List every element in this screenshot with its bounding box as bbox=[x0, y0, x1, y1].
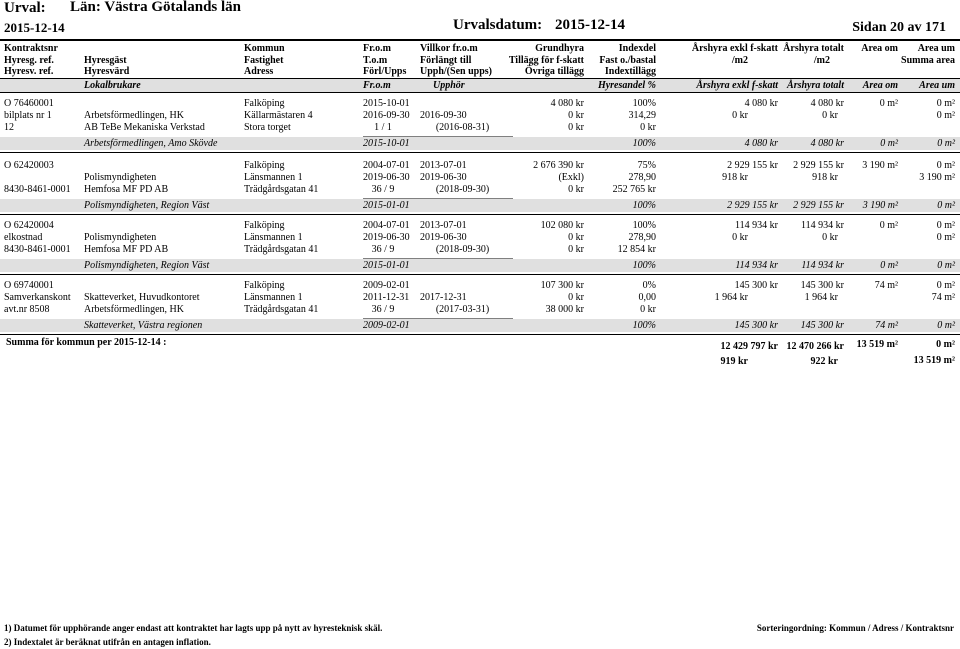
cell-m2-totalt: 0 kr bbox=[822, 232, 838, 243]
cell-kontraktsnr: O 62420003 bbox=[4, 160, 54, 171]
cell-hyresandel: 100% bbox=[632, 320, 656, 331]
header-arshyra-totalt: Årshyra totalt bbox=[783, 43, 844, 54]
urval-value: Län: Västra Götalands län bbox=[70, 0, 242, 15]
footer-sort-order: Sorteringordning: Kommun / Adress / Kontraktsnr bbox=[756, 623, 954, 633]
contract-rule bbox=[0, 334, 960, 335]
cell-arshyra-exkl: 2 929 155 kr bbox=[727, 160, 778, 171]
header-indexdel: Indexdel bbox=[618, 43, 656, 54]
cell-adress: Trädgårdsgatan 41 bbox=[244, 304, 319, 315]
cell-forlangt-till: 2017-12-31 bbox=[420, 292, 467, 303]
cell-hyresgast: Arbetsförmedlingen, HK bbox=[84, 110, 184, 121]
cell-summa-area: 0 m² bbox=[936, 110, 955, 121]
header-fastighet: Fastighet bbox=[244, 55, 284, 66]
header-summa-area: Summa area bbox=[901, 55, 955, 66]
cell-lokalbrukare: Polismyndigheten, Region Väst bbox=[84, 260, 210, 271]
header-kommun: Kommun bbox=[244, 43, 285, 54]
cell-arshyra-exkl: 4 080 kr bbox=[744, 98, 778, 109]
header-indextillagg: Indextillägg bbox=[604, 66, 656, 77]
cell-tom: 2011-12-31 bbox=[363, 292, 410, 303]
cell-tillagg-fskatt: 0 kr bbox=[568, 110, 584, 121]
cell-tom: 2016-09-30 bbox=[363, 110, 410, 121]
cell-indexdel: 75% bbox=[637, 160, 656, 171]
cell-lb-from: 2015-01-01 bbox=[363, 260, 410, 271]
cell-m2-exkl: 1 964 kr bbox=[714, 292, 748, 303]
cell-lb-from: 2015-10-01 bbox=[363, 138, 410, 149]
cell-adress: Stora torget bbox=[244, 122, 291, 133]
summary-per-m2-totalt: 922 kr bbox=[810, 356, 838, 367]
cell-lb-area-om: 0 m² bbox=[880, 260, 898, 271]
cell-area-um: 0 m² bbox=[936, 160, 955, 171]
cell-adress: Trädgårdsgatan 41 bbox=[244, 184, 319, 195]
cell-kommun: Falköping bbox=[244, 280, 285, 291]
cell-summa-area: 74 m² bbox=[931, 292, 955, 303]
header-tillagg-fskatt: Tillägg för f-skatt bbox=[508, 55, 584, 66]
header-lb-area-um: Area um bbox=[919, 80, 955, 91]
header-area-om: Area om bbox=[861, 43, 898, 54]
summary-summa-area: 13 519 m² bbox=[913, 355, 955, 366]
cell-lb-arshyra-exkl: 2 929 155 kr bbox=[727, 200, 778, 211]
cell-indexdel: 100% bbox=[632, 98, 656, 109]
header-tom: T.o.m bbox=[363, 55, 388, 66]
cell-lokalbrukare: Arbetsförmedlingen, Amo Skövde bbox=[84, 138, 218, 149]
header-lb-arshyra-totalt: Årshyra totalt bbox=[787, 80, 844, 91]
cell-hyresg-ref: bilplats nr 1 bbox=[4, 110, 52, 121]
cell-summa-area: 3 190 m² bbox=[919, 172, 955, 183]
header-ovriga-tillagg: Övriga tillägg bbox=[524, 66, 584, 77]
cell-indexdel: 0% bbox=[642, 280, 656, 291]
cell-arshyra-totalt: 114 934 kr bbox=[801, 220, 844, 231]
cell-indextillagg: 12 854 kr bbox=[617, 244, 656, 255]
cell-from: 2009-02-01 bbox=[363, 280, 410, 291]
report-date: 2015-12-14 bbox=[4, 20, 65, 35]
cell-arshyra-totalt: 2 929 155 kr bbox=[793, 160, 844, 171]
cell-lokalbrukare: Skatteverket, Västra regionen bbox=[84, 320, 203, 331]
contract-rule bbox=[0, 274, 960, 275]
header-m2-exkl: /m2 bbox=[731, 55, 748, 66]
cell-lb-arshyra-totalt: 145 300 kr bbox=[800, 320, 844, 331]
cell-area-um: 0 m² bbox=[936, 220, 955, 231]
cell-m2-exkl: 0 kr bbox=[732, 110, 748, 121]
cell-m2-exkl: 0 kr bbox=[732, 232, 748, 243]
cell-lb-area-om: 0 m² bbox=[880, 138, 898, 149]
contract-rule bbox=[0, 214, 960, 215]
cell-forlangt-till: 2019-06-30 bbox=[420, 232, 467, 243]
cell-indexdel: 100% bbox=[632, 220, 656, 231]
header-m2-totalt: /m2 bbox=[813, 55, 830, 66]
cell-kontraktsnr: O 69740001 bbox=[4, 280, 54, 291]
cell-from: 2004-07-01 bbox=[363, 160, 410, 171]
cell-hyresgast: Polismyndigheten bbox=[84, 172, 157, 183]
cell-hyresg-ref: Samverkanskont bbox=[4, 292, 71, 303]
cell-from: 2004-07-01 bbox=[363, 220, 410, 231]
cell-lb-area-um: 0 m² bbox=[937, 260, 955, 271]
cell-hyresandel: 100% bbox=[632, 138, 656, 149]
header-lb-area-om: Area om bbox=[862, 80, 898, 91]
cell-fastighet: Källarmästaren 4 bbox=[244, 110, 313, 121]
cell-tom: 2019-06-30 bbox=[363, 232, 410, 243]
header-lb-arshyra-exkl: Årshyra exkl f-skatt bbox=[696, 80, 778, 91]
cell-hyresv-ref: 8430-8461-0001 bbox=[4, 184, 71, 195]
urvalsdatum-label: Urvalsdatum: bbox=[453, 17, 543, 33]
cell-arshyra-exkl: 145 300 kr bbox=[734, 280, 778, 291]
cell-fastighet: Länsmannen 1 bbox=[244, 172, 303, 183]
header-upph: Upph/(Sen upps) bbox=[420, 66, 492, 77]
header-arshyra-exkl: Årshyra exkl f-skatt bbox=[691, 43, 778, 54]
date-separator bbox=[363, 136, 513, 137]
top-rule bbox=[0, 39, 960, 41]
cell-area-om: 0 m² bbox=[879, 98, 898, 109]
header-area-um: Area um bbox=[917, 43, 955, 54]
contract-rule bbox=[0, 152, 960, 153]
cell-lb-area-um: 0 m² bbox=[937, 200, 955, 211]
footer-note-2: 2) Indextalet är beräknat utifrån en antagen inflation. bbox=[4, 637, 211, 647]
cell-fast-bastal: 314,29 bbox=[628, 110, 656, 121]
header-upphor: Upphör bbox=[433, 80, 465, 91]
cell-area-om: 74 m² bbox=[874, 280, 898, 291]
cell-area-um: 0 m² bbox=[936, 280, 955, 291]
cell-hyresvard: Arbetsförmedlingen, HK bbox=[84, 304, 184, 315]
cell-lb-area-om: 3 190 m² bbox=[862, 200, 898, 211]
header-kontraktsnr: Kontraktsnr bbox=[4, 43, 58, 54]
cell-lb-arshyra-exkl: 145 300 kr bbox=[734, 320, 778, 331]
cell-area-om: 0 m² bbox=[879, 220, 898, 231]
cell-indextillagg: 0 kr bbox=[640, 122, 656, 133]
cell-area-um: 0 m² bbox=[936, 98, 955, 109]
cell-hyresv-ref: 8430-8461-0001 bbox=[4, 244, 71, 255]
header-adress: Adress bbox=[244, 66, 274, 77]
cell-upph: (2018-09-30) bbox=[435, 244, 490, 255]
cell-forl-upps: 36 / 9 bbox=[371, 244, 395, 255]
cell-lb-arshyra-totalt: 114 934 kr bbox=[801, 260, 844, 271]
cell-hyresgast: Polismyndigheten bbox=[84, 232, 157, 243]
header-forlangt: Förlängt till bbox=[420, 55, 472, 66]
cell-hyresvard: Hemfosa MF PD AB bbox=[84, 184, 169, 195]
cell-grundhyra: 2 676 390 kr bbox=[533, 160, 584, 171]
cell-arshyra-exkl: 114 934 kr bbox=[735, 220, 778, 231]
cell-summa-area: 0 m² bbox=[936, 232, 955, 243]
cell-villkor-from: 2013-07-01 bbox=[420, 160, 467, 171]
header-bottom-rule bbox=[0, 92, 960, 93]
cell-forl-upps: 36 / 9 bbox=[371, 304, 395, 315]
cell-ovriga-tillagg: 0 kr bbox=[568, 122, 584, 133]
cell-indextillagg: 0 kr bbox=[640, 304, 656, 315]
cell-hyresandel: 100% bbox=[632, 200, 656, 211]
header-hyresv-ref: Hyresv. ref. bbox=[4, 66, 54, 77]
cell-m2-totalt: 918 kr bbox=[812, 172, 838, 183]
cell-hyresandel: 100% bbox=[632, 260, 656, 271]
cell-forlangt-till: 2019-06-30 bbox=[420, 172, 467, 183]
cell-fast-bastal: 278,90 bbox=[628, 232, 656, 243]
cell-tillagg-fskatt: 0 kr bbox=[568, 292, 584, 303]
cell-lb-from: 2009-02-01 bbox=[363, 320, 410, 331]
header-hyresandel: Hyresandel % bbox=[597, 80, 656, 91]
cell-lb-arshyra-totalt: 2 929 155 kr bbox=[793, 200, 844, 211]
cell-m2-exkl: 918 kr bbox=[722, 172, 748, 183]
cell-lb-arshyra-exkl: 4 080 kr bbox=[744, 138, 778, 149]
cell-lb-arshyra-exkl: 114 934 kr bbox=[735, 260, 778, 271]
cell-hyresvard: AB TeBe Mekaniska Verkstad bbox=[84, 122, 205, 133]
cell-kommun: Falköping bbox=[244, 220, 285, 231]
cell-arshyra-totalt: 145 300 kr bbox=[800, 280, 844, 291]
cell-upph: (2016-08-31) bbox=[435, 122, 490, 133]
cell-adress: Trädgårdsgatan 41 bbox=[244, 244, 319, 255]
cell-hyresg-ref: elkostnad bbox=[4, 232, 43, 243]
cell-kontraktsnr: O 76460001 bbox=[4, 98, 54, 109]
date-separator bbox=[363, 198, 513, 199]
summary-arshyra-totalt: 12 470 266 kr bbox=[786, 341, 844, 352]
header-lokalbrukare: Lokalbrukare bbox=[84, 80, 141, 91]
urval-label: Urval: bbox=[4, 0, 46, 16]
date-separator bbox=[363, 258, 513, 259]
cell-grundhyra: 4 080 kr bbox=[550, 98, 584, 109]
cell-from: 2015-10-01 bbox=[363, 98, 410, 109]
cell-hyresv-ref: 12 bbox=[4, 122, 14, 133]
cell-upph: (2017-03-31) bbox=[435, 304, 490, 315]
cell-fastighet: Länsmannen 1 bbox=[244, 232, 303, 243]
summary-per-m2-exkl: 919 kr bbox=[720, 356, 748, 367]
cell-hyresv-ref: avt.nr 8508 bbox=[4, 304, 50, 315]
header-lb-from: Fr.o.m bbox=[363, 80, 391, 91]
cell-hyresvard: Hemfosa MF PD AB bbox=[84, 244, 169, 255]
cell-lokalbrukare: Polismyndigheten, Region Väst bbox=[84, 200, 210, 211]
header-hyresvard: Hyresvärd bbox=[84, 66, 130, 77]
cell-m2-totalt: 1 964 kr bbox=[804, 292, 838, 303]
cell-area-om: 3 190 m² bbox=[862, 160, 898, 171]
cell-lb-from: 2015-01-01 bbox=[363, 200, 410, 211]
cell-forl-upps: 1 / 1 bbox=[374, 122, 392, 133]
cell-m2-totalt: 0 kr bbox=[822, 110, 838, 121]
cell-fast-bastal: 278,90 bbox=[628, 172, 656, 183]
cell-forlangt-till: 2016-09-30 bbox=[420, 110, 467, 121]
date-separator bbox=[363, 318, 513, 319]
cell-tillagg-fskatt: 0 kr bbox=[568, 232, 584, 243]
cell-kontraktsnr: O 62420004 bbox=[4, 220, 54, 231]
cell-forl-upps: 36 / 9 bbox=[371, 184, 395, 195]
cell-grundhyra: 107 300 kr bbox=[540, 280, 584, 291]
cell-grundhyra: 102 080 kr bbox=[540, 220, 584, 231]
cell-upph: (2018-09-30) bbox=[435, 184, 490, 195]
header-grundhyra: Grundhyra bbox=[535, 43, 584, 54]
cell-tillagg-fskatt: (Exkl) bbox=[558, 172, 584, 183]
cell-lb-arshyra-totalt: 4 080 kr bbox=[810, 138, 844, 149]
summary-area-um: 0 m² bbox=[936, 339, 955, 350]
summary-area-om: 13 519 m² bbox=[856, 339, 898, 350]
cell-ovriga-tillagg: 38 000 kr bbox=[545, 304, 584, 315]
cell-fastighet: Länsmannen 1 bbox=[244, 292, 303, 303]
header-from: Fr.o.m bbox=[363, 43, 391, 54]
cell-kommun: Falköping bbox=[244, 160, 285, 171]
header-forl-upps: Förl/Upps bbox=[363, 66, 407, 77]
cell-lb-area-um: 0 m² bbox=[937, 320, 955, 331]
page-number: Sidan 20 av 171 bbox=[852, 20, 946, 35]
cell-fast-bastal: 0,00 bbox=[638, 292, 656, 303]
cell-lb-area-um: 0 m² bbox=[937, 138, 955, 149]
header-hyresgast: Hyresgäst bbox=[84, 55, 127, 66]
summary-label: Summa för kommun per 2015-12-14 : bbox=[6, 337, 167, 348]
cell-hyresgast: Skatteverket, Huvudkontoret bbox=[84, 292, 200, 303]
cell-ovriga-tillagg: 0 kr bbox=[568, 244, 584, 255]
cell-villkor-from: 2013-07-01 bbox=[420, 220, 467, 231]
footer-note-1: 1) Datumet för upphörande anger endast att kontraktet har lagts upp på nytt av hyresteknisk skäl. bbox=[4, 623, 383, 633]
cell-tom: 2019-06-30 bbox=[363, 172, 410, 183]
cell-arshyra-totalt: 4 080 kr bbox=[810, 98, 844, 109]
urvalsdatum-value: 2015-12-14 bbox=[555, 17, 625, 33]
header-fast-bastal: Fast o./bastal bbox=[599, 55, 656, 66]
cell-lb-area-om: 74 m² bbox=[875, 320, 898, 331]
cell-kommun: Falköping bbox=[244, 98, 285, 109]
summary-arshyra-exkl: 12 429 797 kr bbox=[720, 341, 778, 352]
cell-ovriga-tillagg: 0 kr bbox=[568, 184, 584, 195]
header-villkor: Villkor fr.o.m bbox=[420, 43, 478, 54]
header-hyresg-ref: Hyresg. ref. bbox=[4, 55, 54, 66]
cell-indextillagg: 252 765 kr bbox=[612, 184, 656, 195]
